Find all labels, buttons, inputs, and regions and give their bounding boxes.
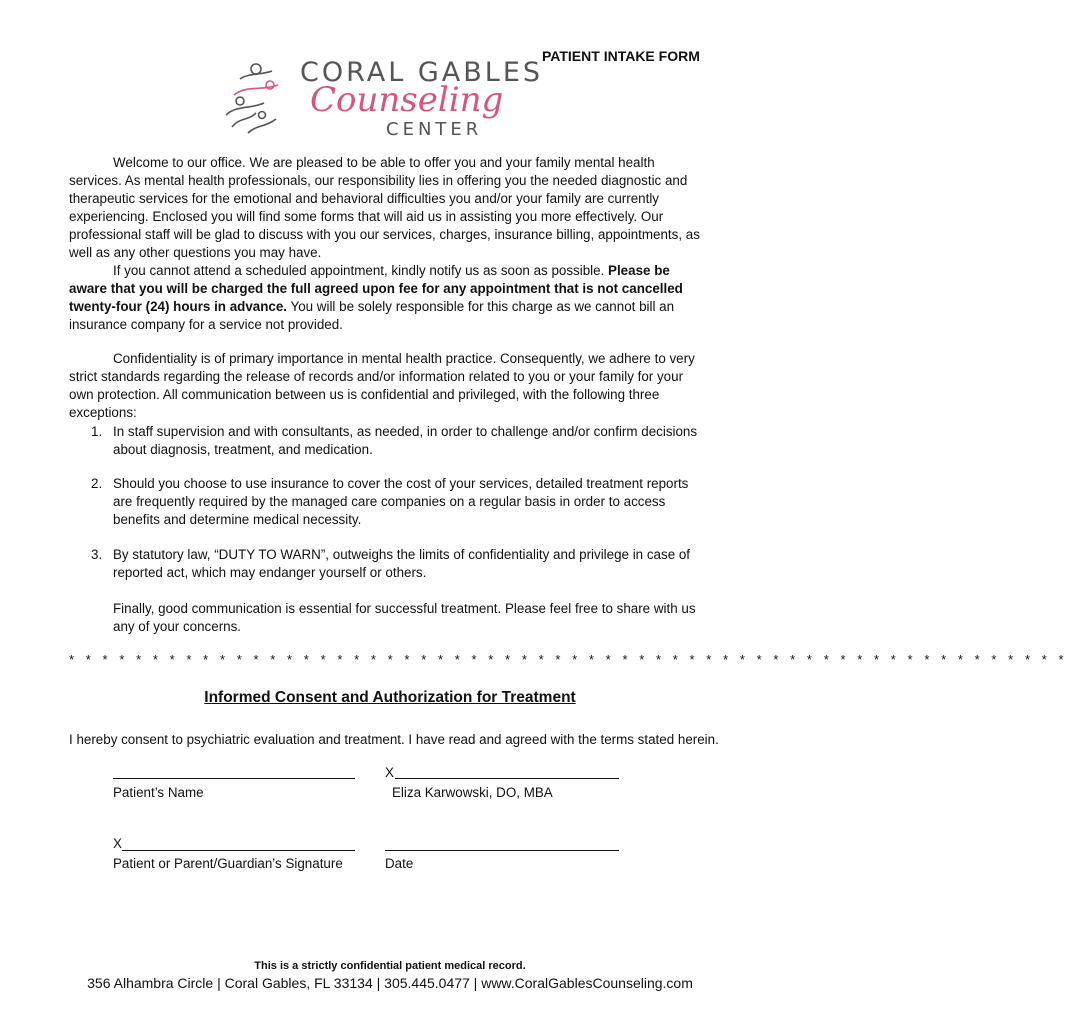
welcome-paragraph: Welcome to our office. We are pleased to be able to offer you and your family mental health services. As mental health professionals, our responsibility lies in offering you the needed diagnostic and therapeutic services for the emotional and behavioral difficulties you and/or your family are currently experiencing. Enclosed you will find some forms that will aid us in assisting you more effectively. Our professional staff will be glad to discuss with you our services, charges, insurance billing, appointments, as well as any other questions you may have. [69,155,700,260]
patient-signature-label: Patient or Parent/Guardian’s Signature [113,856,343,871]
people-logo-icon [226,64,278,133]
consent-title: Informed Consent and Authorization for Treatment [204,689,576,706]
exception-item-1: 1. In staff supervision and with consultants, as needed, in order to challenge and/or confirm decisions about diagnosis, treatment, and medication. [91,424,698,457]
doctor-name: Eliza Karwowski, DO, MBA [392,785,553,800]
consent-statement: I hereby consent to psychiatric evaluation and treatment. I have read and agreed with the terms stated herein. [69,732,719,747]
patient-name-field[interactable] [113,778,355,779]
doctor-signature-field[interactable] [395,778,619,779]
cancellation-fee-warning: Please be aware that you will be charged the full agreed upon fee for any appointment that is not cancelled twenty-four (24) hours in advance. [69,263,683,314]
patient-signature-x: X [113,836,122,851]
exception-item-3: 3. By statutory law, “DUTY TO WARN”, outweighs the limits of confidentiality and privilege in case of reported act, which may endanger yourself or others. [91,547,691,580]
cancellation-paragraph: If you cannot attend a scheduled appointment, kindly notify us as soon as possible. Please be aware that you will be charged the full agreed upon fee for any appointment that is not cancelled twenty-four (24) hours in advance. You will be solely responsible for this charge as we cannot bill an insurance company for a service not provided. [69,263,683,332]
footer-address: 356 Alhambra Circle | Coral Gables, FL 33134 | 305.445.0477 | www.CoralGablesCounseling.com [87,975,693,991]
center-logo [218,55,544,140]
logo-line2: Counseling [310,80,504,120]
confidential-note: This is a strictly confidential patient medical record. [254,960,526,972]
logo-line3: CENTER [386,119,483,140]
confidentiality-paragraph: Confidentiality is of primary importance in mental health practice. Consequently, we adhere to very strict standards regarding the release of records and/or information related to you or your family for your own protection. All communication between us is confidential and privileged, with the following three exceptions: [69,351,695,420]
date-field[interactable] [385,850,619,851]
patient-name-label: Patient’s Name [113,785,204,800]
exception-item-2: 2. Should you choose to use insurance to cover the cost of your services, detailed treatment reports are frequently required by the managed care companies on a regular basis in order to access benefits and determine medical necessity. [91,476,689,527]
divider: * * * * * * * * * * * * * * * * * * * * * * * * * * * * * * * * * * * * * * * * * * * * * * * * * * * * * * * * * * * * [69,652,1068,667]
form-title: PATIENT INTAKE FORM [542,48,700,64]
doctor-signature-x: X [385,765,394,780]
logo-line1: CORAL GABLES [300,57,544,88]
date-label: Date [385,856,414,871]
closing-paragraph: Finally, good communication is essential for successful treatment. Please feel free to share with us any of your concerns. [113,601,696,634]
patient-signature-field[interactable] [122,850,355,851]
